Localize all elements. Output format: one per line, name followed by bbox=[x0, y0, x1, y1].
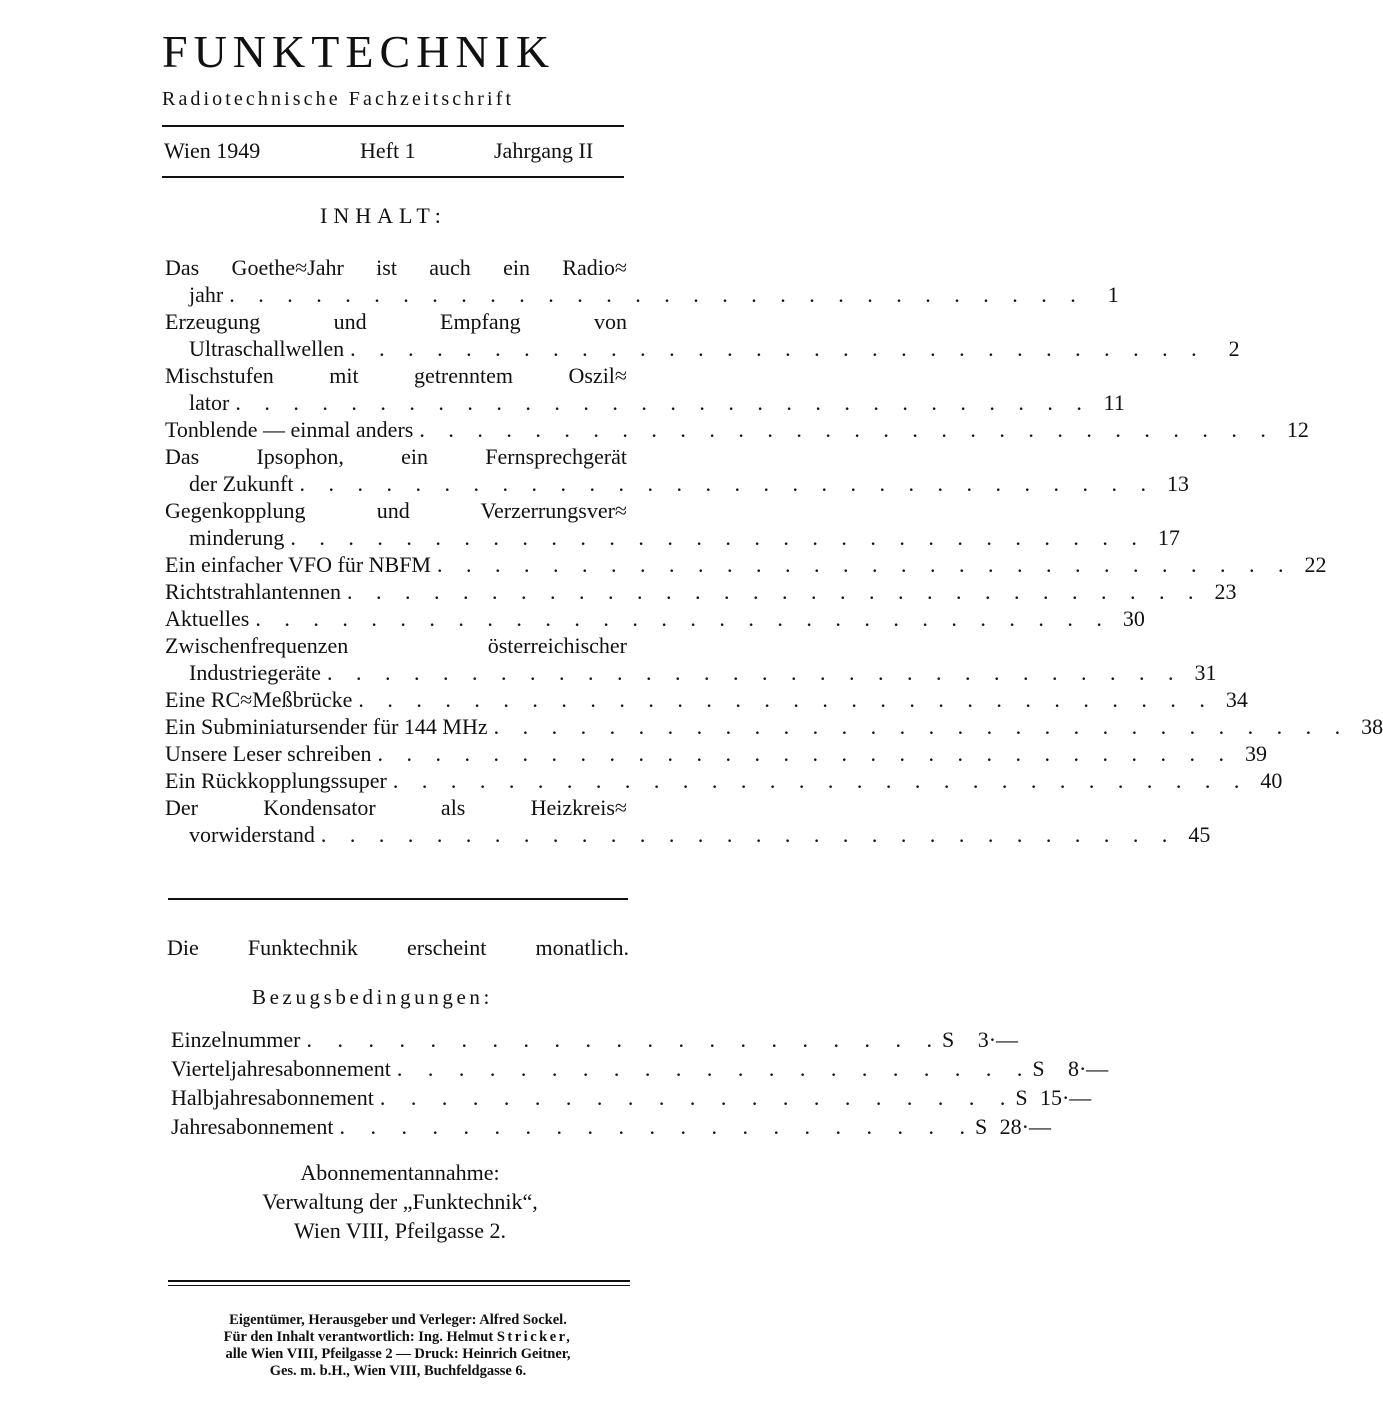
price-label: Halbjahresabonnement bbox=[171, 1085, 374, 1110]
toc-entry-line bbox=[165, 659, 1217, 686]
toc-entry-title: Ein Subminiatursender für 144 MHz bbox=[165, 714, 488, 739]
toc-entry-title-line: Erzeugung und Empfang von bbox=[165, 309, 627, 334]
toc-entry-title: Ultraschallwellen bbox=[189, 336, 345, 361]
toc-entry-title: lator bbox=[189, 390, 230, 415]
toc-entry bbox=[165, 551, 1327, 578]
toc-entry-title: vorwiderstand bbox=[189, 822, 315, 847]
issue-place-year: Wien 1949 bbox=[164, 138, 261, 163]
imprint-responsible-name: Stricker, bbox=[496, 1329, 573, 1345]
price-value: 28·— bbox=[999, 1114, 1051, 1139]
imprint-owner: Eigentümer, Herausgeber und Verleger: Alfred Sockel. bbox=[229, 1312, 567, 1328]
price-currency: S bbox=[942, 1027, 955, 1052]
price-label: Vierteljahresabonnement bbox=[171, 1056, 391, 1081]
imprint-responsible bbox=[160, 1329, 636, 1346]
toc-entry-line bbox=[165, 524, 1180, 551]
toc-page-number: 11 bbox=[1103, 390, 1125, 415]
toc-entry-title: Tonblende — einmal anders bbox=[165, 417, 414, 442]
dot-leader: . . . . . . . . . . . . . . . . . . . . . . . . . . . . . . bbox=[320, 822, 1177, 847]
toc-entry-title-line: Der Kondensator als Heizkreis≈ bbox=[165, 795, 627, 820]
toc-entry-line bbox=[165, 740, 1267, 767]
table-of-contents bbox=[165, 254, 1383, 848]
toc-entry bbox=[165, 362, 1125, 416]
toc-entry bbox=[165, 605, 1145, 632]
toc-page-number: 22 bbox=[1304, 552, 1327, 577]
toc-entry bbox=[165, 686, 1248, 713]
dot-leader: . . . . . . . . . . . . . . . . . . . . . . . . . . . . . . bbox=[299, 471, 1155, 496]
price-row bbox=[171, 1083, 1092, 1112]
price-row bbox=[171, 1054, 1109, 1083]
toc-entry-title: minderung bbox=[189, 525, 285, 550]
masthead-title: FUNKTECHNIK bbox=[162, 26, 556, 77]
toc-entry bbox=[165, 713, 1383, 740]
subscription-price-list bbox=[171, 1025, 1109, 1141]
toc-entry-line bbox=[165, 335, 1240, 362]
toc-page-number: 13 bbox=[1166, 471, 1189, 496]
dot-leader: . . . . . . . . . . . . . . . . . . . . . bbox=[339, 1114, 975, 1139]
order-heading: Abonnementannahme: bbox=[300, 1160, 500, 1185]
imprint bbox=[160, 1312, 636, 1380]
order-publisher: Verwaltung der „Funktechnik“, bbox=[262, 1189, 538, 1214]
price-label: Jahresabonnement bbox=[171, 1114, 334, 1139]
imprint-responsible-prefix: Für den Inhalt verantwortlich: Ing. Helmut bbox=[223, 1329, 494, 1345]
price-value: 8·— bbox=[1067, 1056, 1109, 1081]
publication-notice: Die Funktechnik erscheint monatlich. bbox=[167, 935, 629, 960]
dot-leader: . . . . . . . . . . . . . . . . . . . . . . . . . . . . . . bbox=[358, 687, 1214, 712]
toc-page-number: 23 bbox=[1214, 579, 1237, 604]
dot-leader: . . . . . . . . . . . . . . . . . . . . . . . . . . . . . . bbox=[235, 390, 1091, 415]
dot-leader: . . . . . . . . . . . . . . . . . . . . . . . . . . . . . . bbox=[326, 660, 1183, 685]
toc-entry-title: der Zukunft bbox=[189, 471, 294, 496]
rule-top bbox=[162, 125, 624, 127]
toc-page-number: 34 bbox=[1225, 687, 1248, 712]
toc-entry-title: Ein Rückkopplungssuper bbox=[165, 768, 387, 793]
issue-number: Heft 1 bbox=[360, 138, 416, 163]
toc-entry-title: Richtstrahlantennen bbox=[165, 579, 341, 604]
toc-heading: INHALT: bbox=[320, 203, 447, 228]
dot-leader: . . . . . . . . . . . . . . . . . . . . . . . . . . . . . . bbox=[229, 282, 1085, 307]
toc-entry-title: Ein einfacher VFO für NBFM bbox=[165, 552, 431, 577]
toc-page-number: 17 bbox=[1157, 525, 1180, 550]
price-label: Einzelnummer bbox=[171, 1027, 301, 1052]
toc-entry bbox=[165, 497, 1180, 551]
subscription-heading: Bezugsbedingungen: bbox=[252, 985, 493, 1009]
toc-entry bbox=[165, 443, 1189, 497]
toc-entry-line bbox=[165, 389, 1125, 416]
dot-leader: . . . . . . . . . . . . . . . . . . . . . . . . . . . . . . bbox=[350, 336, 1206, 361]
dot-leader: . . . . . . . . . . . . . . . . . . . . . bbox=[306, 1027, 943, 1052]
dot-leader: . . . . . . . . . . . . . . . . . . . . . bbox=[379, 1085, 1016, 1110]
toc-entry-title: Unsere Leser schreiben bbox=[165, 741, 372, 766]
issue-volume: Jahrgang II bbox=[494, 138, 594, 163]
masthead-subtitle: Radiotechnische Fachzeitschrift bbox=[162, 88, 515, 110]
price-row bbox=[171, 1112, 1051, 1141]
dot-leader: . . . . . . . . . . . . . . . . . . . . . . . . . . . . . . bbox=[437, 552, 1293, 577]
toc-entry-title-line: Gegenkopplung und Verzerrungsver≈ bbox=[165, 498, 627, 523]
toc-entry-line bbox=[165, 821, 1211, 848]
toc-page-number: 30 bbox=[1122, 606, 1145, 631]
price-row bbox=[171, 1025, 1019, 1054]
toc-page-number: 40 bbox=[1260, 768, 1283, 793]
toc-entry-title: Industriegeräte bbox=[189, 660, 321, 685]
toc-page-number: 45 bbox=[1188, 822, 1211, 847]
order-street: Wien VIII, Pfeilgasse 2. bbox=[294, 1218, 506, 1243]
rule-footer-2 bbox=[168, 1285, 630, 1286]
toc-entry bbox=[165, 632, 1217, 686]
toc-entry-title: Aktuelles bbox=[165, 606, 250, 631]
toc-entry-title-line: Mischstufen mit getrenntem Oszil≈ bbox=[165, 363, 627, 388]
rule-footer-1 bbox=[168, 1280, 630, 1282]
price-value: 15·— bbox=[1039, 1085, 1092, 1110]
dot-leader: . . . . . . . . . . . . . . . . . . . . . bbox=[396, 1056, 1033, 1081]
toc-entry-line bbox=[165, 686, 1248, 713]
toc-entry bbox=[165, 416, 1309, 443]
toc-page-number: 2 bbox=[1228, 336, 1240, 361]
price-currency: S bbox=[1032, 1056, 1045, 1081]
toc-entry bbox=[165, 308, 1240, 362]
price-currency: S bbox=[1015, 1085, 1028, 1110]
dot-leader: . . . . . . . . . . . . . . . . . . . . . . . . . . . . . . bbox=[493, 714, 1350, 739]
dot-leader: . . . . . . . . . . . . . . . . . . . . . . . . . . . . . . bbox=[346, 579, 1203, 604]
toc-entry-line bbox=[165, 578, 1237, 605]
toc-entry-line bbox=[165, 281, 1119, 308]
toc-entry-title-line: Zwischenfrequenzen österreichischer bbox=[165, 633, 627, 658]
dot-leader: . . . . . . . . . . . . . . . . . . . . . . . . . . . . . . bbox=[255, 606, 1111, 631]
toc-entry bbox=[165, 767, 1283, 794]
imprint-printer-address: Ges. m. b.H., Wien VIII, Buchfeldgasse 6. bbox=[269, 1363, 527, 1379]
order-address bbox=[120, 1158, 680, 1245]
toc-entry-title: jahr bbox=[189, 282, 224, 307]
toc-page-number: 1 bbox=[1107, 282, 1119, 307]
toc-entry-title: Eine RC≈Meßbrücke bbox=[165, 687, 353, 712]
toc-entry-title-line: Das Goethe≈Jahr ist auch ein Radio≈ bbox=[165, 255, 627, 280]
toc-entry bbox=[165, 794, 1211, 848]
rule-issue-bottom bbox=[162, 176, 624, 178]
toc-page-number: 39 bbox=[1244, 741, 1267, 766]
toc-entry bbox=[165, 254, 1119, 308]
price-currency: S bbox=[975, 1114, 988, 1139]
toc-entry bbox=[165, 578, 1237, 605]
toc-page-number: 12 bbox=[1286, 417, 1309, 442]
toc-entry-line bbox=[165, 470, 1189, 497]
toc-entry bbox=[165, 740, 1267, 767]
toc-entry-line bbox=[165, 416, 1309, 443]
dot-leader: . . . . . . . . . . . . . . . . . . . . . . . . . . . . . . bbox=[290, 525, 1146, 550]
toc-entry-title-line: Das Ipsophon, ein Fernsprechgerät bbox=[165, 444, 627, 469]
toc-entry-line bbox=[165, 767, 1283, 794]
toc-page-number: 31 bbox=[1194, 660, 1217, 685]
imprint-printer: alle Wien VIII, Pfeilgasse 2 — Druck: Heinrich Geitner, bbox=[225, 1346, 571, 1362]
toc-page-number: 38 bbox=[1361, 714, 1383, 739]
dot-leader: . . . . . . . . . . . . . . . . . . . . . . . . . . . . . . bbox=[392, 768, 1249, 793]
rule-toc-bottom bbox=[168, 898, 628, 900]
dot-leader: . . . . . . . . . . . . . . . . . . . . . . . . . . . . . . bbox=[419, 417, 1275, 442]
toc-entry-line bbox=[165, 605, 1145, 632]
price-value: 3·— bbox=[977, 1027, 1019, 1052]
dot-leader: . . . . . . . . . . . . . . . . . . . . . . . . . . . . . . bbox=[377, 741, 1233, 766]
toc-entry-line bbox=[165, 713, 1383, 740]
toc-entry-line bbox=[165, 551, 1327, 578]
